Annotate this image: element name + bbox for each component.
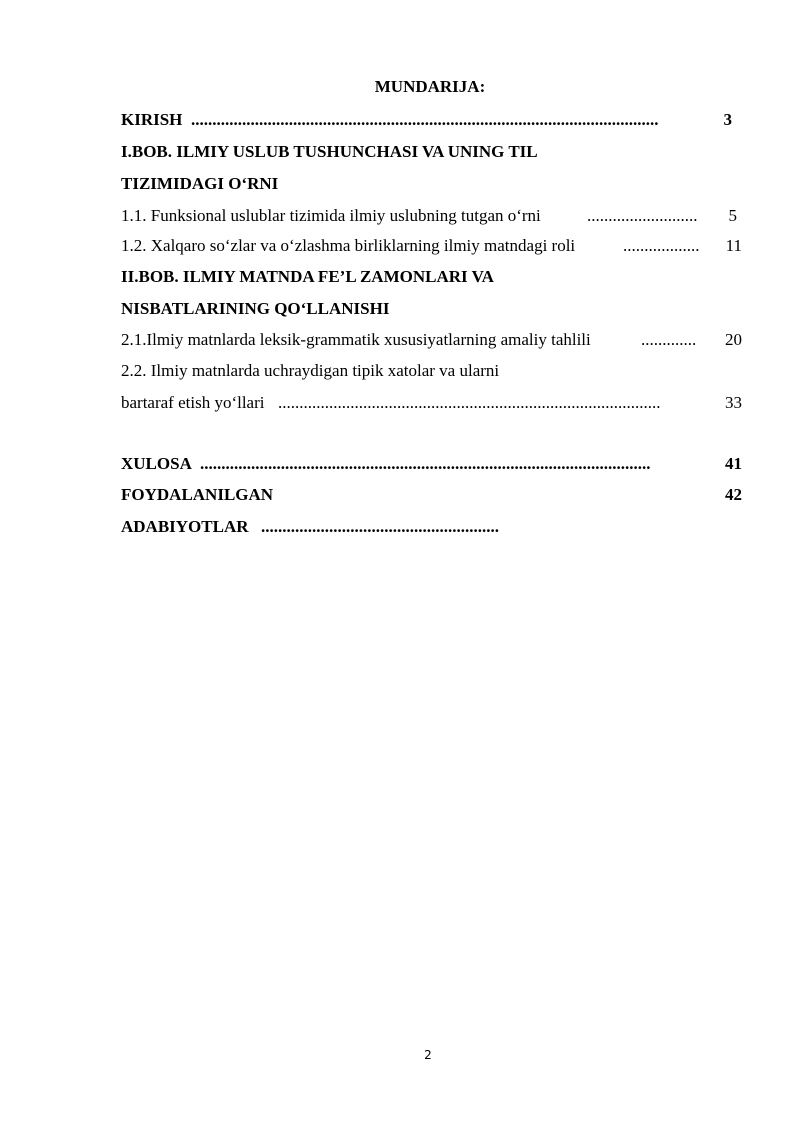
toc-page-number: 3 bbox=[723, 110, 732, 129]
toc-chapter-2-line-2 bbox=[121, 297, 742, 321]
toc-leader-dots: .............................................................................................................. bbox=[191, 110, 659, 129]
toc-entry-label: 2.2. Ilmiy matnlarda uchraydigan tipik xatolar va ularni bbox=[121, 361, 500, 380]
toc-leader-dots: .......................... bbox=[587, 206, 698, 225]
toc-entry-label: FOYDALANILGAN bbox=[121, 485, 274, 504]
toc-chapter-title: NISBATLARINING QO‘LLANISHI bbox=[121, 299, 390, 318]
toc-leader-dots: .......................................................................................... bbox=[278, 393, 661, 412]
toc-entry-1-2 bbox=[121, 234, 742, 258]
toc-entry-label: bartaraf etish yo‘llari bbox=[121, 393, 265, 412]
toc-chapter-title: TIZIMIDAGI O‘RNI bbox=[121, 174, 279, 193]
toc-entry-2-1 bbox=[121, 328, 742, 352]
toc-leader-dots: .................. bbox=[623, 236, 700, 255]
toc-chapter-title: II.BOB. ILMIY MATNDA FE’L ZAMONLARI VA bbox=[121, 267, 494, 286]
toc-entry-label: ADABIYOTLAR bbox=[121, 517, 249, 536]
toc-entry-label: 2.1.Ilmiy matnlarda leksik-grammatik xususiyatlarning amaliy tahlili bbox=[121, 330, 591, 349]
toc-entry-1-1 bbox=[121, 204, 742, 228]
toc-entry-kirish bbox=[121, 108, 742, 132]
toc-page-number: 33 bbox=[725, 393, 742, 412]
toc-entry-label: 1.1. Funksional uslublar tizimida ilmiy uslubning tutgan o‘rni bbox=[121, 206, 541, 225]
toc-chapter-2-line-1 bbox=[121, 265, 742, 289]
toc-title: MUNDARIJA: bbox=[374, 77, 486, 96]
page-number-footer: 2 bbox=[424, 1048, 432, 1062]
toc-leader-dots: ........................................................ bbox=[261, 517, 499, 536]
toc-entry-label: KIRISH bbox=[121, 110, 183, 129]
toc-entry-label: 1.2. Xalqaro so‘zlar va o‘zlashma birliklarning ilmiy matndagi roli bbox=[121, 236, 576, 255]
toc-entry-adabiyotlar bbox=[121, 515, 742, 539]
toc-page-number: 41 bbox=[725, 454, 742, 473]
toc-page-number: 20 bbox=[725, 330, 742, 349]
toc-entry-foydalanilgan bbox=[121, 483, 742, 507]
toc-entry-2-2-line-2 bbox=[121, 391, 742, 415]
toc-chapter-1-line-2 bbox=[121, 172, 742, 196]
toc-entry-xulosa bbox=[121, 452, 742, 476]
toc-page-number: 11 bbox=[725, 236, 742, 255]
toc-page-number: 42 bbox=[725, 485, 742, 504]
toc-entry-2-2-line-1 bbox=[121, 359, 742, 383]
toc-leader-dots: ............. bbox=[641, 330, 697, 349]
toc-page-number: 5 bbox=[728, 206, 737, 225]
toc-chapter-1-line-1 bbox=[121, 140, 742, 164]
toc-chapter-title: I.BOB. ILMIY USLUB TUSHUNCHASI VA UNING TIL bbox=[121, 142, 538, 161]
toc-entry-label: XULOSA bbox=[121, 454, 192, 473]
toc-leader-dots: .......................................................................................................... bbox=[200, 454, 651, 473]
